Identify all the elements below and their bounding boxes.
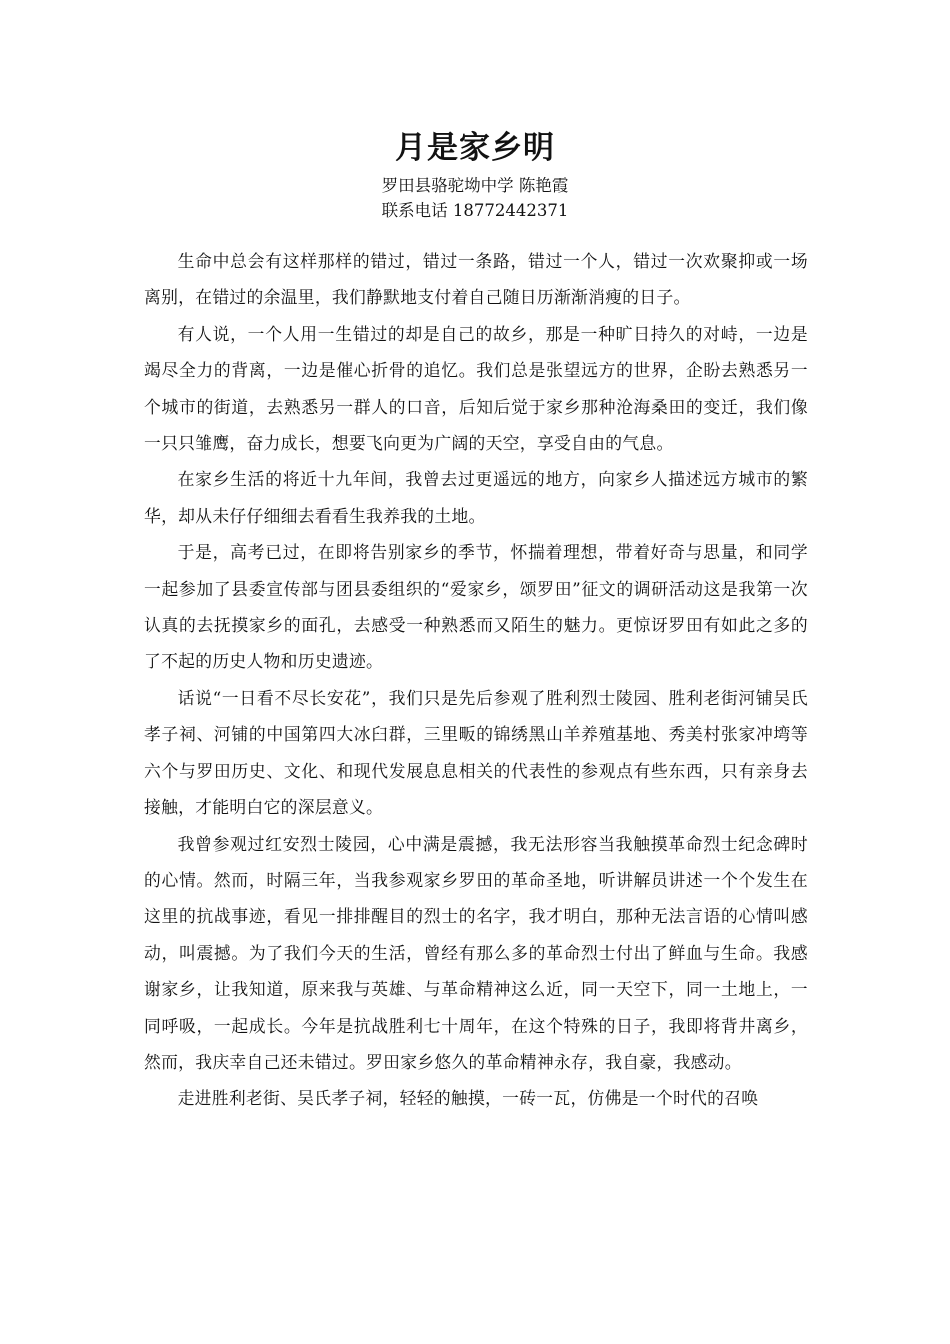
- essay-title: 月是家乡明: [395, 130, 555, 166]
- contact-line: 联系电话 18772442371: [381, 201, 569, 220]
- essay-body: [144, 243, 808, 1117]
- paragraph: 在家乡生活的将近十九年间，我曾去过更遥远的地方，向家乡人描述远方城市的繁华，却从未仔仔细细去看看生我养我的土地。: [144, 469, 808, 526]
- paragraph: 有人说，一个人用一生错过的却是自己的故乡，那是一种旷日持久的对峙，一边是竭尽全力的背离，一边是催心折骨的追忆。我们总是张望远方的世界，企盼去熟悉另一个城市的街道，去熟悉另一群人的口音，后知后觉于家乡那种沧海桑田的变迁，我们像一只只雏鹰，奋力成长，想要飞向更为广阔的天空，享受自由的气息。: [144, 323, 808, 454]
- paragraph: 我曾参观过红安烈士陵园，心中满是震撼，我无法形容当我触摸革命烈士纪念碑时的心情。然而，时隔三年，当我参观家乡罗田的革命圣地，听讲解员讲述一个个发生在这里的抗战事迹，看见一排排醒目的烈士的名字，我才明白，那种无法言语的心情叫感动，叫震撼。为了我们今天的生活，曾经有那么多的革命烈士付出了鲜血与生命。我感谢家乡，让我知道，原来我与英雄、与革命精神这么近，同一天空下，同一土地上，一同呼吸，一起成长。今年是抗战胜利七十周年，在这个特殊的日子，我即将背井离乡，然而，我庆幸自己还未错过。罗田家乡悠久的革命精神永存，我自豪，我感动。: [144, 833, 808, 1072]
- paragraph: 于是，高考已过，在即将告别家乡的季节，怀揣着理想，带着好奇与思量，和同学一起参加了县委宣传部与团县委组织的“爱家乡，颂罗田”征文的调研活动这是我第一次认真的去抚摸家乡的面孔，去感受一种熟悉而又陌生的魅力。更惊讶罗田有如此之多的了不起的历史人物和历史遗迹。: [144, 542, 808, 672]
- paragraph: 话说“一日看不尽长安花”，我们只是先后参观了胜利烈士陵园、胜利老街河铺吴氏孝子祠、河铺的中国第四大冰臼群，三里畈的锦绣黑山羊养殖基地、秀美村张家冲塆等六个与罗田历史、文化、和现代发展息息相关的代表性的参观点有些东西，只有亲身去接触，才能明白它的深层意义。: [144, 687, 808, 818]
- paragraph: 走进胜利老街、吴氏孝子祠，轻轻的触摸，一砖一瓦，仿佛是一个时代的召唤: [177, 1088, 759, 1109]
- paragraph: 生命中总会有这样那样的错过，错过一条路，错过一个人，错过一次欢聚抑或一场离别，在错过的余温里，我们静默地支付着自己随日历渐渐消瘦的日子。: [144, 251, 808, 308]
- author-line: 罗田县骆驼坳中学 陈艳霞: [381, 176, 569, 195]
